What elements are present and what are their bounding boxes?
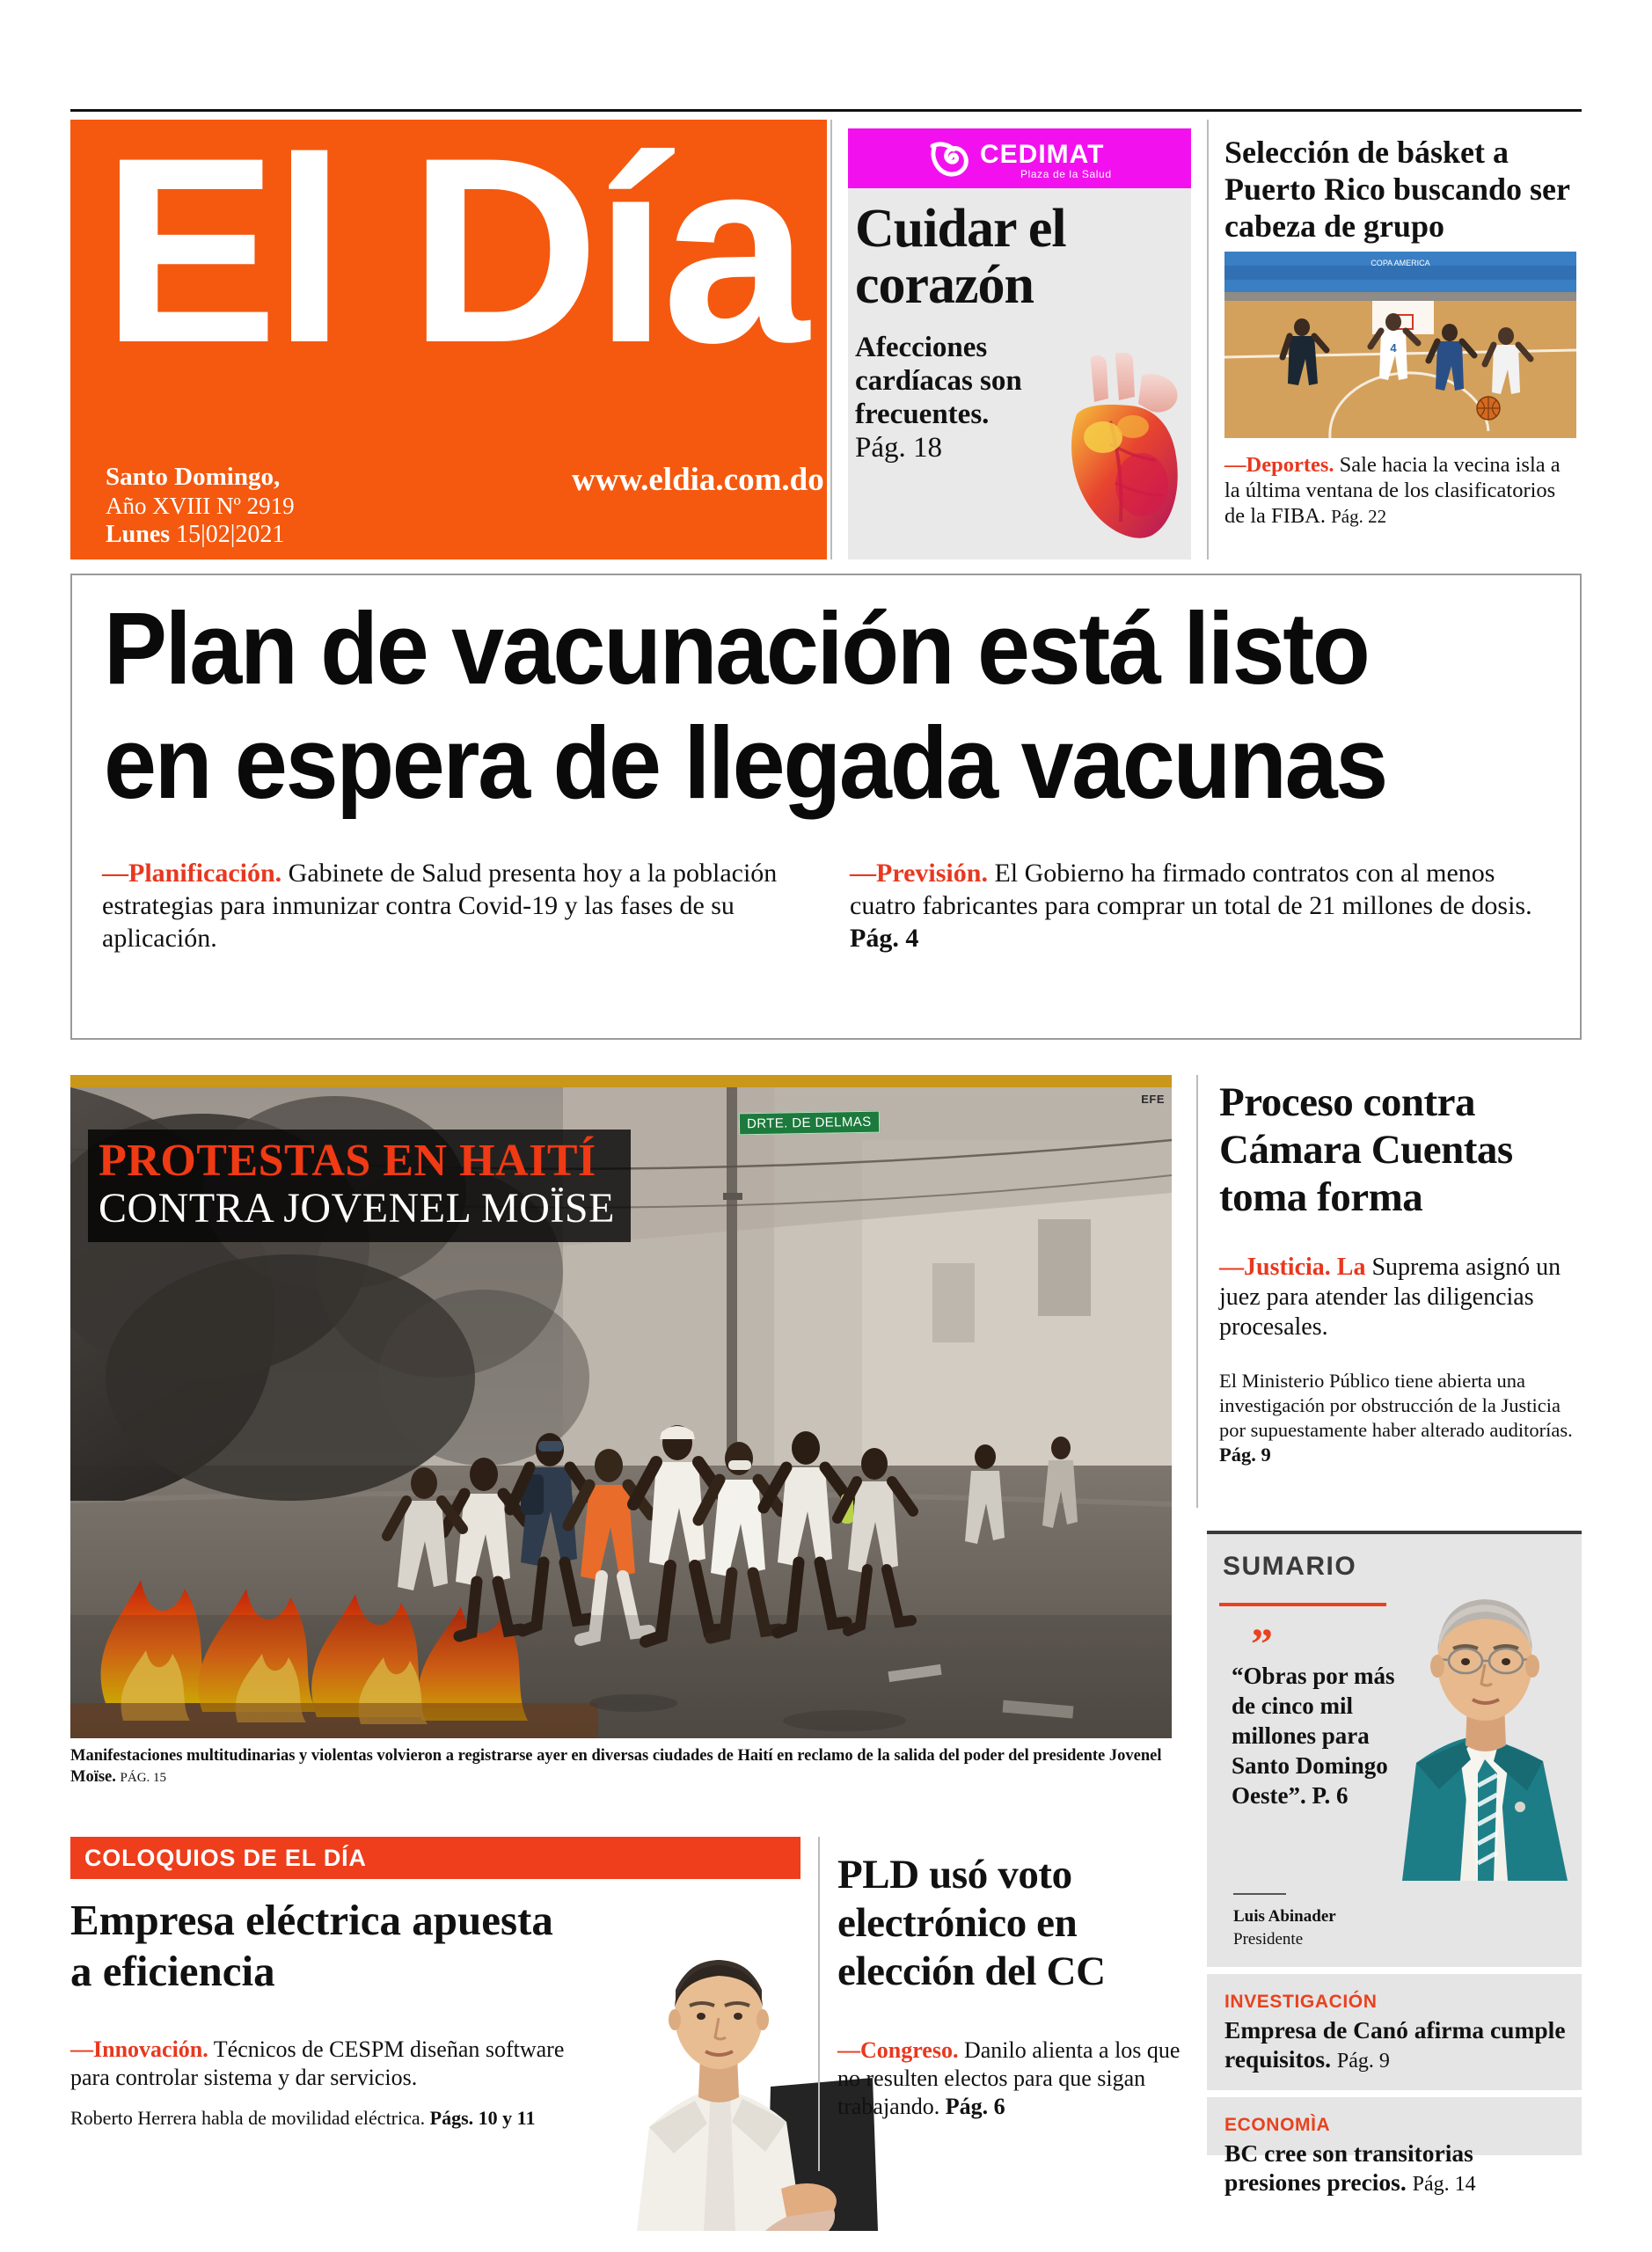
cuentas-headline[interactable]: Proceso contra Cámara Cuentas toma forma [1219,1079,1513,1220]
column-divider-3 [1196,1075,1198,1508]
lead-deck-right-kicker: —Previsión. [850,859,988,888]
lead-deck-left [102,857,797,954]
sumario-quote[interactable]: “Obras por más de cinco mil millones para Santo Domingo Oeste”. P. 6 [1232,1663,1395,1809]
quote-divider-rule [1233,1893,1286,1895]
sumario-item-headline: Empresa de Canó afirma cumple requisitos. Pág. 9 [1224,2016,1566,2073]
street-sign-label: DRTE. DE DELMAS [739,1111,880,1136]
lead-decks [102,857,1562,954]
lead-headline-line-2: en espera de llegada vacunas [104,706,1386,820]
basketball-court-image [1224,252,1576,438]
quote-mark-icon: ” [1251,1619,1273,1668]
sumario-item-kicker: ECONOMÌA [1224,2115,1331,2135]
coloquios-section-label: COLOQUIOS DE EL DÍA [84,1845,367,1871]
pld-deck [837,2036,1181,2121]
masthead-date-value: 15|02|2021 [176,521,285,548]
quote-author-name: Luis Abinader [1233,1907,1336,1926]
haiti-overlay-title [88,1130,631,1242]
sports-deck-body: Sale hacia la vecina isla a la última ventana de los clasificatorios de la FIBA. [1224,453,1561,528]
sports-kicker: —Deportes. [1224,453,1334,477]
health-promo-column[interactable] [848,120,1191,559]
cedimat-ad-banner[interactable] [848,128,1191,188]
cuentas-page-reference: Pág. 9 [1219,1444,1271,1466]
pld-kicker: —Congreso. [837,2037,959,2063]
sumario-separator-1 [1207,1967,1582,1974]
lead-deck-left-kicker: —Planificación. [102,859,282,888]
pld-deck-body: Danilo alienta a los que no resulten electos para que sigan trabajando. [837,2037,1181,2119]
abinader-portrait-image [1386,1571,1582,1881]
masthead-website[interactable]: www.eldia.com.do [572,462,824,498]
sumario-item-page: Pág. 9 [1336,2050,1390,2073]
masthead-city: Santo Domingo, [106,463,281,491]
pld-story[interactable] [837,1851,1181,2121]
cuentas-story[interactable] [1219,1078,1582,1467]
sports-deck [1224,452,1580,530]
haiti-overlay-line-2: CONTRA JOVENEL MOÏSE [99,1185,615,1232]
haiti-caption-page: PÁG. 15 [120,1771,167,1785]
promo-page-reference: Pág. 18 [855,432,942,464]
pld-page-reference: Pág. 6 [945,2094,1005,2119]
promo-headline[interactable]: Cuidar el corazón [855,199,1066,315]
sports-photo [1224,252,1576,438]
column-divider-1 [830,120,832,559]
sumario-title: SUMARIO [1223,1552,1357,1581]
cuentas-deck [1219,1253,1582,1342]
sumario-box[interactable] [1207,1531,1582,2196]
sumario-item-economia[interactable] [1224,2115,1568,2199]
masthead-weekday: Lunes [106,521,171,548]
cedimat-tagline: Plaza de la Salud [1020,168,1112,180]
masthead-date [106,521,284,549]
masthead-year-issue: Año XVIII Nº 2919 [106,493,295,519]
cedimat-name: CEDIMAT [980,140,1105,169]
column-divider-2 [1207,120,1209,559]
sumario-item-kicker: INVESTIGACIÓN [1224,1992,1378,2012]
coloquios-credit-text: Roberto Herrera habla de movilidad eléctrica. [70,2107,426,2129]
masthead [70,120,827,559]
haiti-gold-rule [70,1075,1172,1087]
photo-credit-efe: EFE [1141,1093,1165,1106]
coloquios-deck-body: Técnicos de CESPM diseñan software para controlar sistema y dar servicios. [70,2036,565,2090]
haiti-photo-story[interactable] [70,1075,1172,1786]
coloquios-headline[interactable]: Empresa eléctrica apuesta a eficiencia [70,1896,553,1995]
lead-story-box[interactable] [70,574,1582,1040]
sumario-item-page: Pág. 14 [1412,2173,1476,2196]
lead-deck-left-body: Gabinete de Salud presenta hoy a la población estrategias para inmunizar contra Covid-19 y las fases de su aplicación. [102,859,778,953]
lead-headline[interactable] [104,591,1454,820]
sports-page-reference: Pág. 22 [1331,506,1387,527]
coloquios-credit-page: Págs. 10 y 11 [429,2107,536,2129]
sumario-item-headline: BC cree son transitorias presiones precios. Pág. 14 [1224,2139,1476,2196]
coloquios-story[interactable] [70,1837,800,2171]
heart-illustration-icon [1057,353,1189,559]
cuentas-kicker: —Justicia. La [1219,1254,1366,1281]
column-divider-4 [818,1837,820,2171]
sumario-separator-2 [1207,2090,1582,2097]
cuentas-deck-body: Suprema asignó un juez para atender las diligencias procesales. [1219,1254,1561,1341]
lead-deck-right-body: El Gobierno ha firmado contratos con al menos cuatro fabricantes para comprar un total de 21 millones de dosis. [850,859,1532,920]
haiti-caption-text: Manifestaciones multitudinarias y violentas volvieron a registrarse ayer en diversas ciudades de Haití en reclamo de la salida del poder del presidente Jovenel Moïse. [70,1747,1162,1786]
lead-deck-right-page: Pág. 4 [850,924,919,953]
abinader-portrait-photo [1386,1571,1582,1881]
lead-headline-line-1: Plan de vacunación está listo [104,591,1369,706]
quote-author-role: Presidente [1233,1930,1304,1949]
top-rule-divider [70,109,1582,112]
sumario-top-rule [1207,1531,1582,1534]
promo-deck: Afecciones cardíacas son frecuentes. [855,332,1022,430]
newspaper-logo: El Día [102,120,804,398]
lead-deck-right [850,857,1545,954]
pld-headline[interactable]: PLD usó voto electrónico en elección del CC [837,1852,1106,1994]
sports-teaser-column[interactable] [1224,120,1582,559]
cuentas-body [1219,1369,1582,1467]
svg-text:COPA AMERICA: COPA AMERICA [1371,259,1430,267]
cedimat-logo-icon [929,139,969,178]
cuentas-body-text: El Ministerio Público tiene abierta una investigación por obstrucción de la Justicia por supuestamente haber alterado auditorías. [1219,1370,1573,1441]
haiti-photo-caption [70,1745,1172,1788]
svg-text:4: 4 [1390,341,1397,355]
haiti-overlay-line-1: PROTESTAS EN HAITÍ [99,1136,596,1186]
sumario-item-investigacion[interactable] [1224,1992,1568,2076]
coloquios-kicker: —Innovación. [70,2036,208,2062]
coloquios-deck [70,2036,598,2092]
sports-headline[interactable]: Selección de básket a Puerto Rico buscando ser cabeza de grupo [1224,135,1570,244]
coloquios-credit [70,2106,616,2130]
